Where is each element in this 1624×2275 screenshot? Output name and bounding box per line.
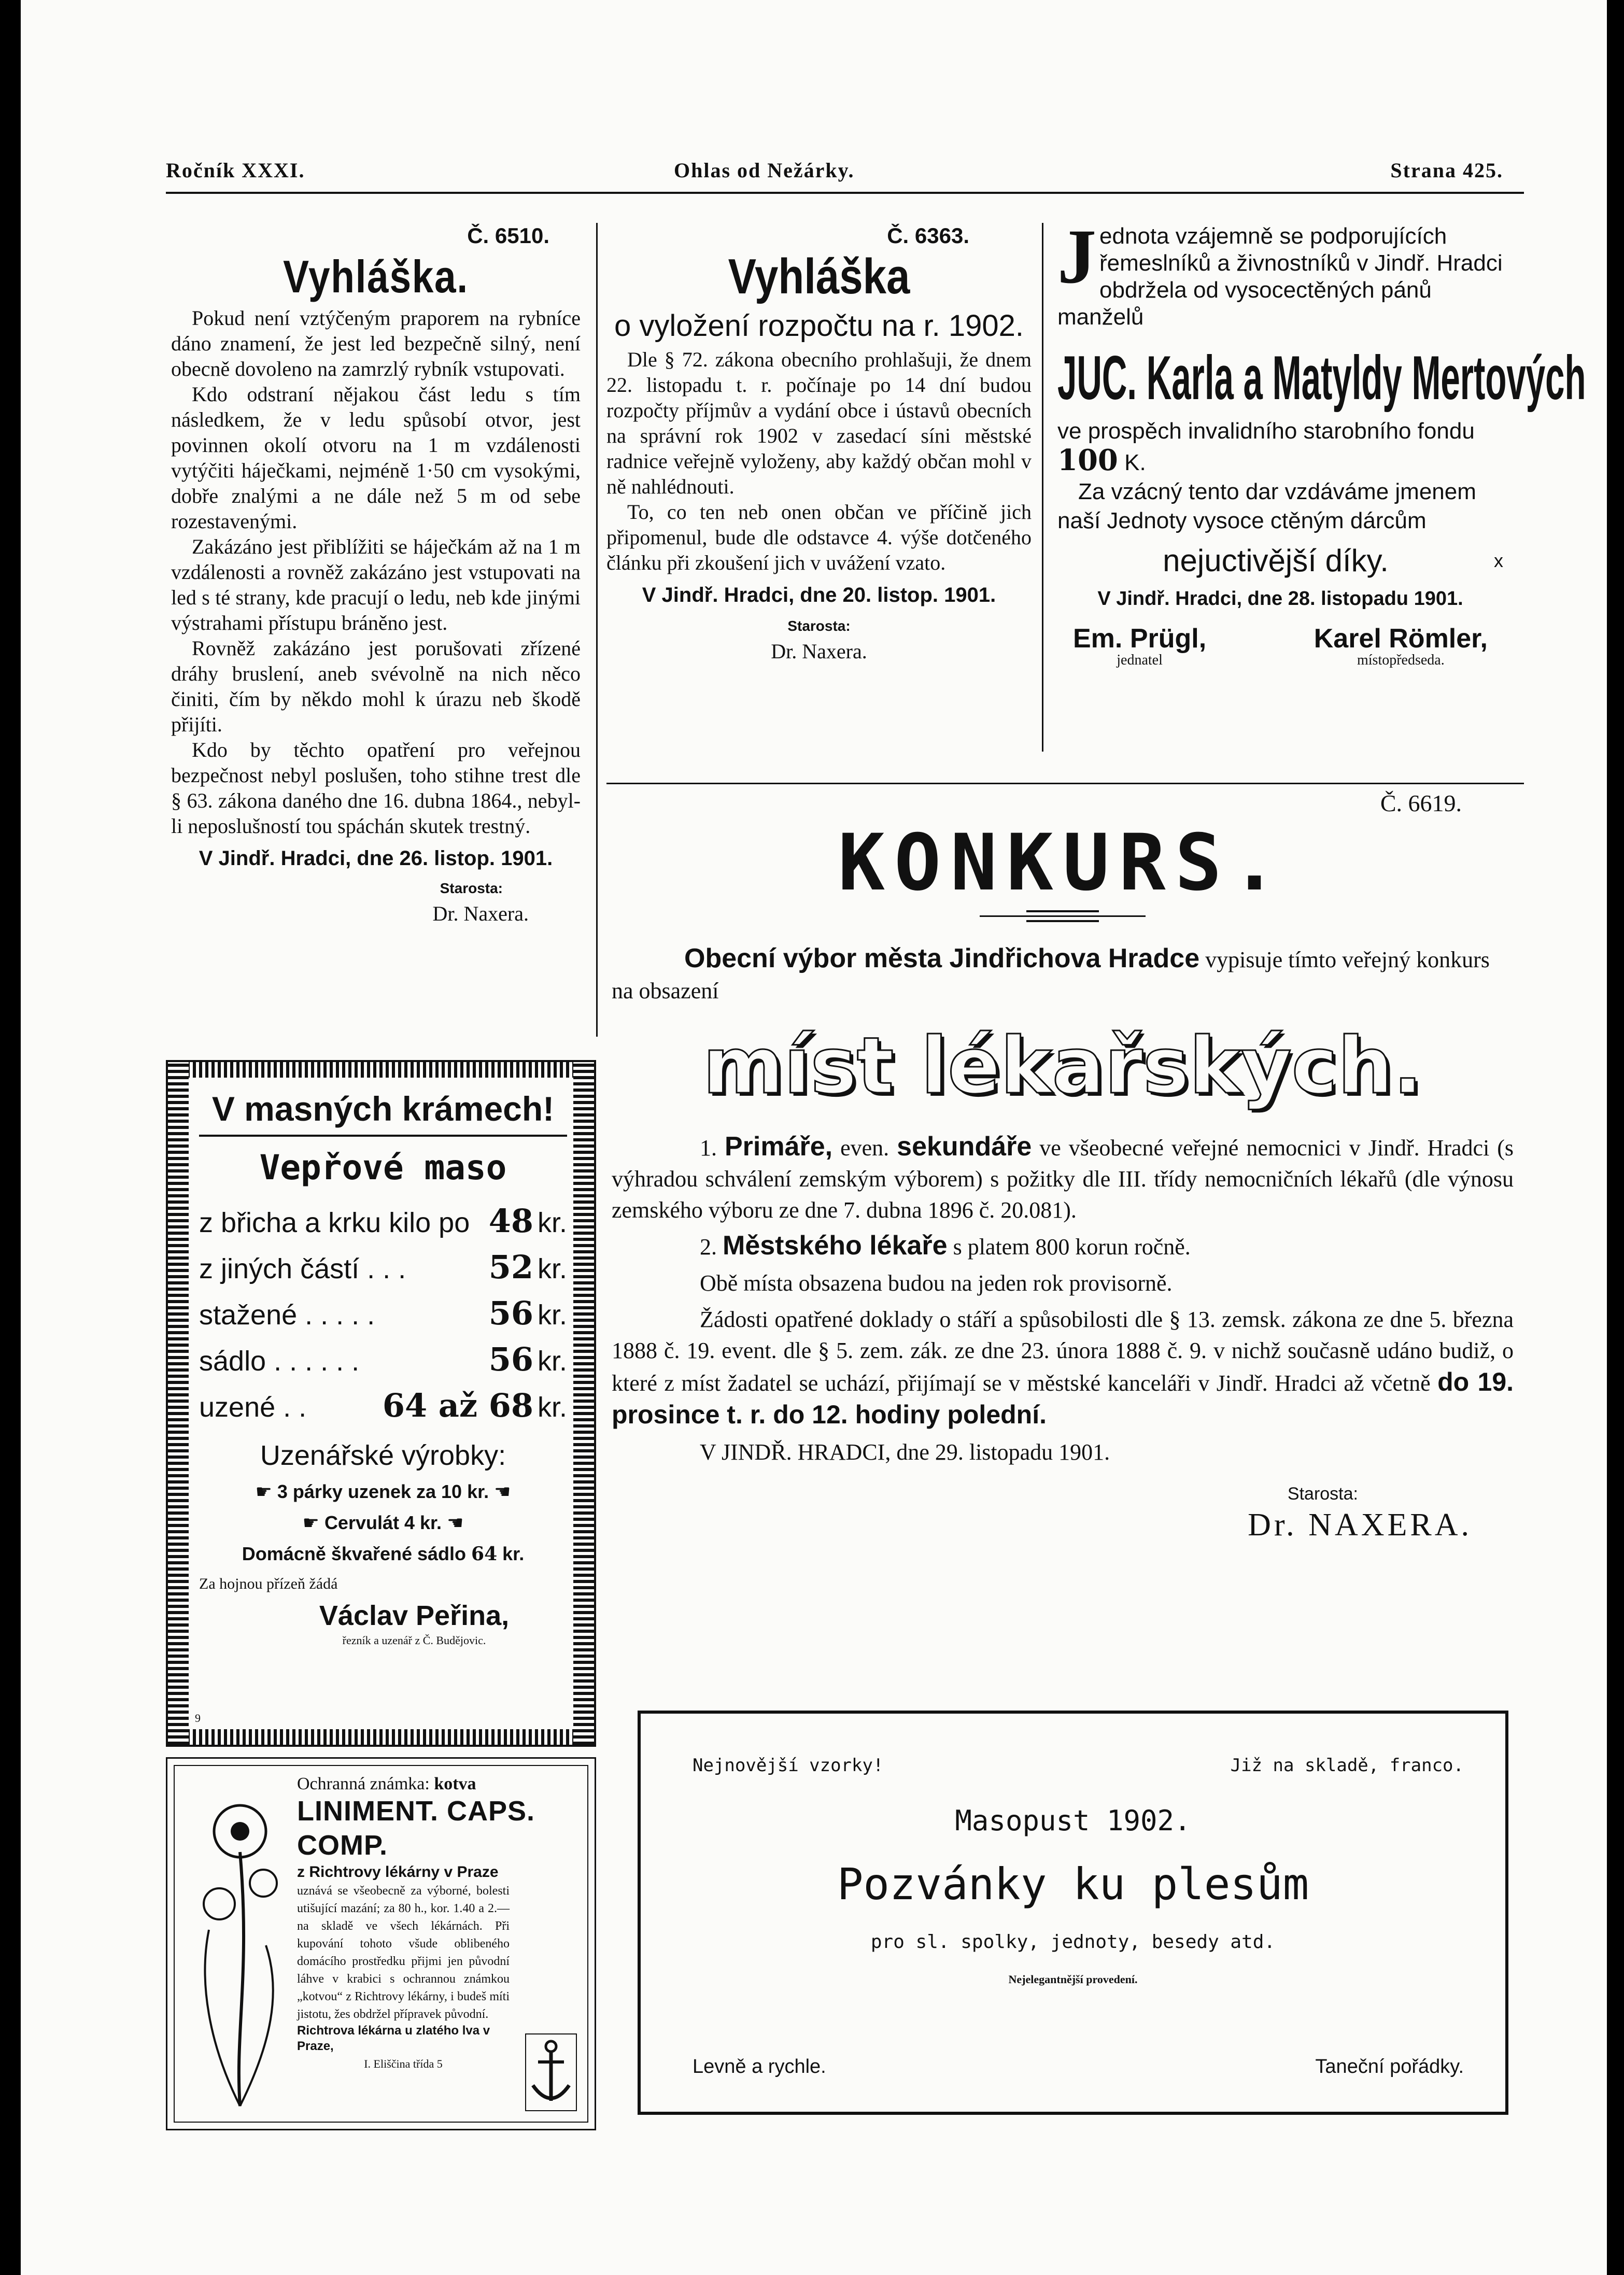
notice-subtitle: o vyložení rozpočtu na r. 1902. <box>614 309 1024 343</box>
anchor-icon <box>525 2033 577 2111</box>
notice-paragraph: Kdo odstraní nějakou část ledu s tím následkem, že v ledu spůsobí otvor, jest povinnen okolí otvoru na 1 m vzdálenosti vytýčiti háječkami, nejméně 1·50 cm vysokými, dobře znalými a ne dále než 5 m od sebe rozestavenými. <box>171 383 581 533</box>
volume-label: Ročník XXXI. <box>166 159 305 182</box>
notice-ice <box>171 223 581 926</box>
page-number: Strana 425. <box>1390 159 1503 182</box>
konkurs-notice <box>612 788 1514 1541</box>
column-divider-left <box>596 223 598 1037</box>
butcher-heading: V masných krámech! <box>199 1083 567 1137</box>
position-city-doctor: Městského lékaře <box>723 1231 948 1261</box>
notice-date: V Jindř. Hradci, dne 26. listop. 1901. <box>199 847 553 870</box>
ad-corner-text: Již na skladě, franco. <box>1230 1755 1464 1776</box>
signatory-name: Karel Römler, <box>1314 624 1488 654</box>
trademark-name: kotva <box>434 1774 476 1793</box>
price-row <box>199 1291 567 1337</box>
printing-title: Masopust 1902. <box>955 1804 1191 1837</box>
thanks-text: Za vzácný tento dar vzdáváme jmenem naší Jednoty vysoce ctěným dárcům <box>1057 479 1476 533</box>
drop-cap: J <box>1057 214 1096 300</box>
notice-number: Č. 6619. <box>1380 790 1462 816</box>
price-label: stažené . . . . . <box>199 1299 375 1331</box>
item-text: ve všeobecné veřejné nemocnici v Jindř. Hradci (s výhradou schválení zemským výborem) s požitky dle III. třídy nemocničních lékařů (dle výnosu zemského výboru ze dne 7. dubna 1896 č. 20.081). <box>612 1135 1514 1223</box>
price-row <box>199 1383 567 1430</box>
product-cervulat: Cervulát 4 kr. <box>324 1512 442 1533</box>
position-primary: Primáře, <box>724 1132 833 1162</box>
signatory-role: jednatel <box>1117 652 1163 668</box>
signature-name: Dr. Naxera. <box>771 640 867 663</box>
product-source: z Richtrovy lékárny v Praze <box>297 1863 499 1881</box>
konkurs-intro: vypisuje tímto veřejný konkurs na obsazení <box>612 947 1490 1004</box>
notice-paragraph: Dle § 72. zákona obecního prohlašuji, že dnem 22. listopadu t. r. počínaje po 14 dní budou rozpočty příjmův a vydání obce i ústavů obecních na správní rok 1902 v zasedací síni městské radnice veřejně vyloženy, aby každý občan mohl v ně nahlédnouti. <box>606 348 1032 498</box>
signature-name: Dr. Naxera. <box>432 902 529 925</box>
thanks-closing: nejuctivější díky. <box>1163 543 1389 578</box>
konkurs-date: V JINDŘ. HRADCI, dne 29. listopadu 1901. <box>700 1439 1110 1465</box>
butcher-sub: Vepřové maso <box>259 1148 507 1188</box>
ornament-divider <box>980 910 1146 922</box>
printing-ad <box>638 1711 1508 2115</box>
price-label: z břicha a krku kilo po <box>199 1207 470 1238</box>
konkurs-paragraph: Obě místa obsazena budou na jeden rok provisorně. <box>700 1270 1173 1296</box>
konkurs-title: KONKURS. <box>838 818 1288 908</box>
currency: K. <box>1124 450 1146 475</box>
price-unit: kr. <box>537 1392 567 1423</box>
liniment-ad <box>166 1757 596 2130</box>
price-unit: kr. <box>537 1299 567 1331</box>
newspaper-page <box>21 0 1607 2275</box>
lard-unit: kr. <box>502 1543 525 1564</box>
butcher-name: Václav Peřina, <box>319 1600 510 1631</box>
donors-name: JUC. Karla a Matyldy Mertových <box>1057 343 1586 413</box>
pharmacy-name: Richtrova lékárna u zlatého lva v Praze, <box>297 2024 490 2053</box>
product-lard: Domácně škvařené sádlo <box>242 1543 467 1564</box>
lard-price: 64 <box>471 1543 498 1565</box>
favor-line: Za hojnou přízeň žádá <box>199 1575 338 1592</box>
products-heading: Uzenářské výrobky: <box>260 1440 506 1471</box>
paper-title: Ohlas od Nežárky. <box>674 159 855 182</box>
price-list <box>199 1199 567 1430</box>
product-sausages: 3 párky uzenek za 10 kr. <box>277 1481 489 1502</box>
running-header <box>166 158 1503 189</box>
notice-budget <box>606 223 1032 664</box>
price-label: uzené . . <box>199 1392 307 1423</box>
donation-amount: 100 <box>1057 443 1118 477</box>
price-label: z jiných částí . . . <box>199 1253 406 1284</box>
signatory-role: místopředseda. <box>1357 652 1445 668</box>
konkurs-intro-bold: Obecní výbor města Jindřichova Hradce <box>684 943 1200 973</box>
price-row <box>199 1199 567 1245</box>
pharmacy-address: I. Eliščina třída 5 <box>364 2057 443 2070</box>
thanks-text: ednota vzájemně se podporujících řemeslníků a živnostníků v Jindř. Hradci obdržela od vysocectěných pánů manželů <box>1057 223 1503 330</box>
notice-title: Vyhláška. <box>283 251 469 302</box>
signatory-name: Em. Prügl, <box>1073 624 1207 654</box>
price-label: sádlo . . . . . . <box>199 1346 360 1377</box>
position-secondary: sekundáře <box>897 1132 1032 1162</box>
price-unit: kr. <box>537 1346 567 1377</box>
printing-small: Nejelegantnější provedení. <box>1008 1973 1138 1986</box>
price-value: 64 až 68 <box>382 1387 533 1424</box>
notice-paragraph: Zakázáno jest přiblížiti se háječkám až na 1 m vzdálenosti a rovněž zakázáno jest vstupovati na led s té strany, kde pracují o ledu, neb kde jinými výstrahami přístupu bráněno jest. <box>171 535 581 634</box>
header-rule <box>166 192 1524 194</box>
notice-paragraph: Kdo by těchto opatření pro veřejnou bezpečnost nebyl poslušen, toho stihne trest dle § 63. zákona daného dne 16. dubna 1864., nebyl-li neposlušností tou spáchán skutek trestný. <box>171 738 581 838</box>
signature-name: Dr. NAXERA. <box>1248 1507 1472 1543</box>
butcher-trade: řezník a uzenář z Č. Budějovic. <box>342 1634 486 1647</box>
product-description: uznává se všeobecně za výborné, bolesti utišující mazání; za 80 h., kor. 1.40 a 2.— na skladě ve všech lékárnách. Při kupování tohoto všude oblibeného domácího prostředku přijmi jen původní láhve v krabici s ochrannou známkou „kotvou“ z Richtrovy lékárny, i budeš míti jistotu, žes obdržel přípravek původní. <box>297 1884 510 2021</box>
column-divider-right <box>1042 223 1043 752</box>
section-rule <box>606 783 1524 784</box>
thanks-notice <box>1057 214 1586 669</box>
price-unit: kr. <box>537 1207 567 1238</box>
ad-corner-text: Levně a rychle. <box>693 2056 826 2078</box>
margin-mark: x <box>1494 550 1503 571</box>
corner-mark: 9 <box>195 1712 201 1725</box>
notice-paragraph: Pokud není vztýčeným praporem na rybníce dáno znamení, že jest led bezpečně silný, není obecně dovoleno na zamrzlý rybník vstupovati. <box>171 306 581 380</box>
notice-date: V Jindř. Hradci, dne 20. listop. 1901. <box>642 584 996 606</box>
konkurs-paragraph: Žádosti opatřené doklady o stáří a spůsobilosti dle § 13. zemsk. zákona ze dne 5. března 1888 č. 19. event. dle § 5. zem. zák. ze dne 23. února 1888 č. 9. v nichž současně udáno budiž, o které z míst žadatel se uchází, přijímají se v městské kanceláři v Jindř. Hradci až včetně <box>612 1307 1514 1396</box>
konkurs-headline: míst lékařských. <box>702 1021 1423 1111</box>
price-row <box>199 1337 567 1383</box>
notice-number: Č. 6363. <box>887 223 969 248</box>
signature-role: Starosta: <box>1287 1484 1358 1504</box>
printing-sub: pro sl. spolky, jednoty, besedy atd. <box>870 1931 1276 1953</box>
price-value: 52 <box>488 1248 533 1286</box>
price-value: 56 <box>488 1340 533 1378</box>
item-text: even. <box>840 1135 889 1161</box>
product-name: LINIMENT. CAPS. COMP. <box>297 1796 535 1861</box>
notice-paragraph: To, co ten neb onen občan ve příčině jich připomenul, bude dle odstavce 4. výše dotčeného článku při zkoušení jich v uvážení vzato. <box>606 500 1032 574</box>
price-value: 56 <box>488 1294 533 1332</box>
item-number: 2. <box>700 1234 717 1260</box>
price-unit: kr. <box>537 1253 567 1284</box>
ad-corner-text: Nejnovější vzorky! <box>693 1755 884 1776</box>
notice-paragraph: Rovněž zakázáno jest porušovati zřízené dráhy bruslení, aneb svévolně na nich něco činiti, čím by někdo mohl k úrazu neb škodě přijíti. <box>171 637 581 736</box>
trademark-label: Ochranná známka: <box>297 1774 430 1793</box>
price-row <box>199 1245 567 1291</box>
printing-headline: Pozvánky ku plesům <box>837 1859 1309 1910</box>
signature-role: Starosta: <box>787 618 851 634</box>
price-value: 48 <box>488 1202 533 1240</box>
notice-number: Č. 6510. <box>467 223 549 248</box>
ad-corner-text: Taneční pořádky. <box>1315 2056 1464 2078</box>
item-text: s platem 800 korun ročně. <box>953 1234 1191 1260</box>
thanks-date: V Jindř. Hradci, dne 28. listopadu 1901. <box>1097 588 1463 610</box>
thanks-text: ve prospěch invalidního starobního fondu <box>1057 418 1475 444</box>
konkurs-deadline: do 19. prosince t. r. do 12. hodiny polední. <box>612 1367 1514 1429</box>
item-number: 1. <box>700 1135 717 1161</box>
signature-role: Starosta: <box>440 880 503 896</box>
butcher-ad: V masných krámech! Vepřové maso z břicha a krku kilo po 48 kr. z jiných částí . . . 52 kr. stažené . . . . . 56 kr. sádlo . . . . . . 56 kr. uzené . . 64 až 68 kr. Uzenářské výrobky: ☛ 3 párky uzenek za 10 kr. ☚ ☛ Cervulát 4 kr. ☚ Domácně škvařené sádlo 64 kr. Za hojnou přízeň žádá Václav Peřina, řezník a uzenář z Č. Budějovic. 9 <box>166 1060 596 1747</box>
narcissus-illustration <box>188 1774 292 2116</box>
notice-title: Vyhláška <box>728 249 910 304</box>
